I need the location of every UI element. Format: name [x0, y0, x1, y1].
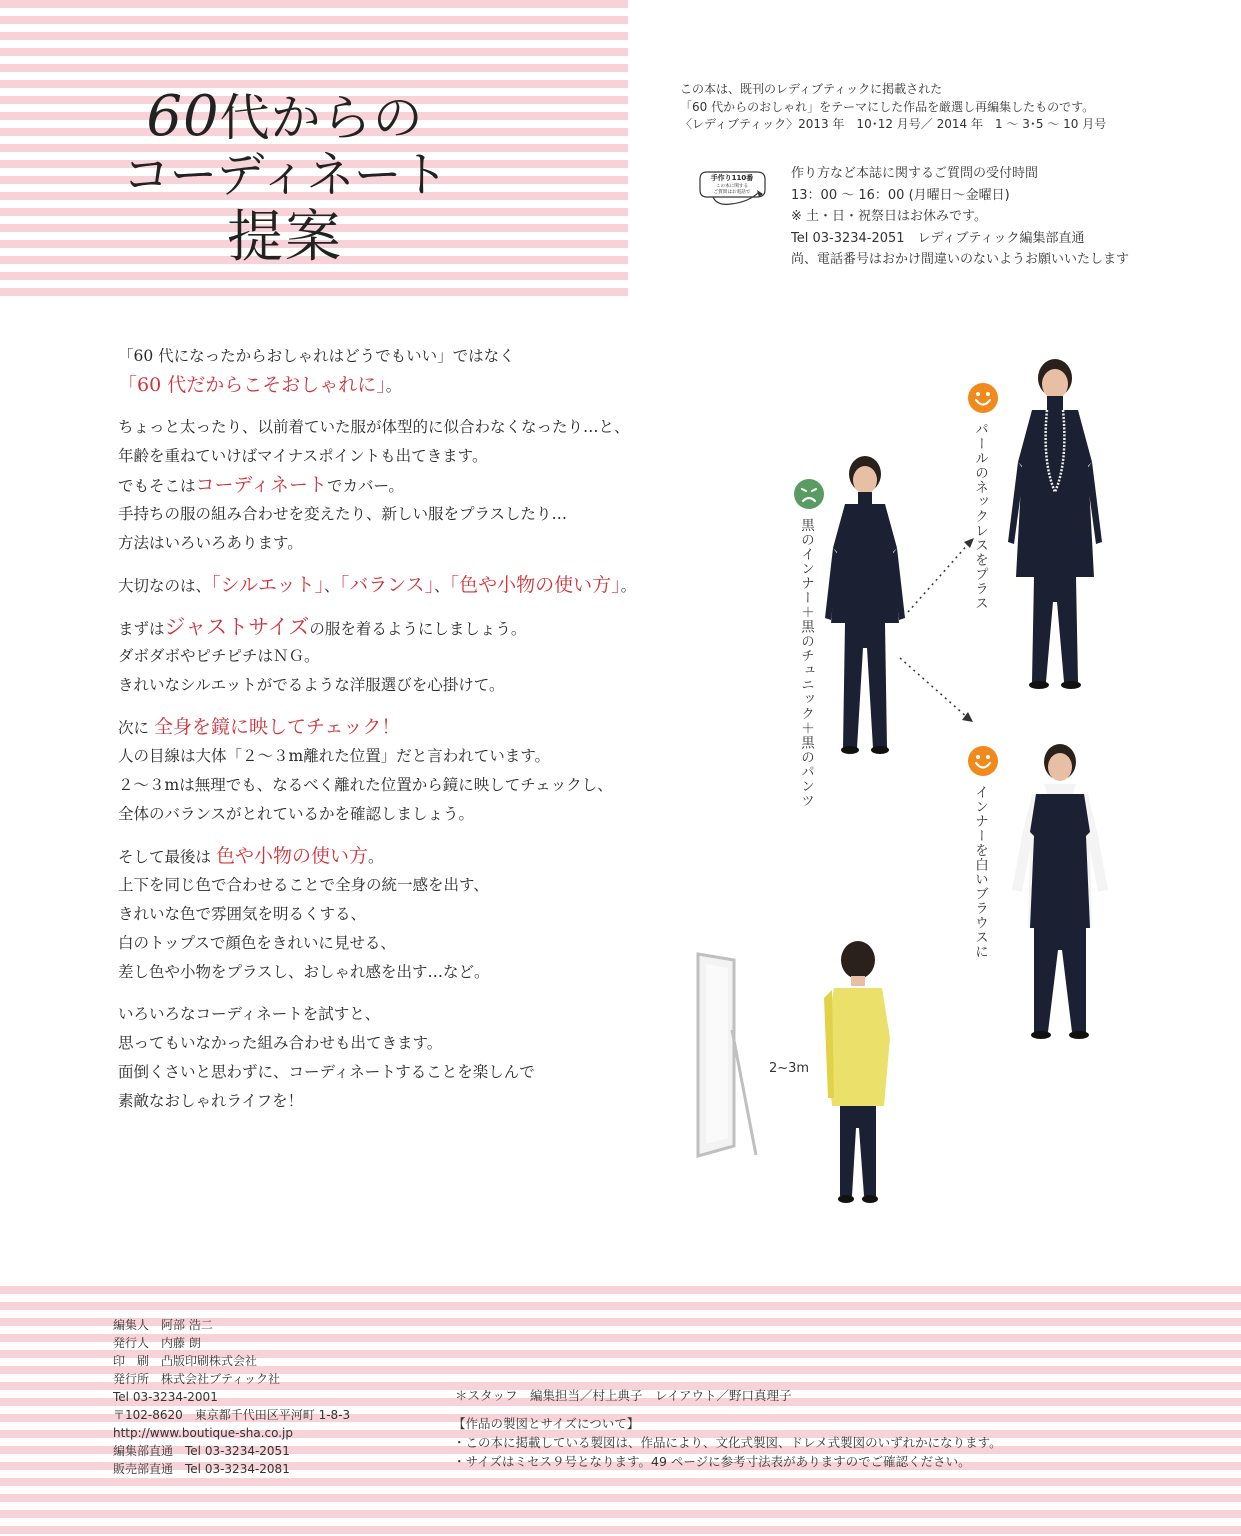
colophon-line: 〒102-8620 東京都千代田区平河町 1-8-3 — [113, 1408, 351, 1422]
body-line: ダボダボやピチピチはＮＧ。 — [118, 647, 320, 665]
intro-line: 「60 代からのおしゃれ」をテーマにした作品を厳選し再編集したものです。 — [680, 99, 1095, 114]
notes-item: ・この本に掲載している製図は、作品により、文化式製図、ドレメ式製図のいずれかになります。 — [453, 1435, 1002, 1450]
colophon-line: 発行所 株式会社ブティック社 — [113, 1372, 281, 1386]
colophon-line: 販売部直通 Tel 03-3234-2081 — [113, 1462, 290, 1476]
emphasis-text: 色や小物の使い方 — [215, 845, 368, 867]
emphasis-text: ジャストサイズ — [164, 615, 310, 639]
inquiry-line: 作り方など本誌に関するご質問の受付時間 — [791, 166, 1039, 181]
frown-face-icon — [793, 478, 825, 510]
body-line: きれいなシルエットがでるような洋服選びを心掛けて。 — [118, 676, 505, 694]
body-text-fragment: 、 — [434, 577, 450, 595]
inquiry-line: 尚、電話番号はおかけ間違いのないようお願いいたします — [791, 252, 1130, 267]
body-line: 差し色や小物をプラスし、おしゃれ感を出す…など。 — [118, 963, 490, 981]
body-text-fragment: そして最後は — [118, 848, 216, 866]
body-text-fragment: の服を着るようにしましょう。 — [309, 620, 527, 638]
body-text-fragment: 次に — [118, 719, 154, 737]
phone-badge-icon — [697, 166, 779, 208]
intro-line: 〈レディブティック〉2013 年 10･12 月号／ 2014 年 1 ～ 3･5 ～ 10 月号 — [680, 117, 1107, 131]
colophon-line: 編集部直通 Tel 03-3234-2051 — [113, 1444, 290, 1458]
body-text-fragment: 。 — [367, 848, 384, 866]
body-line: 「60 代になったからおしゃれはどうでもいい」ではなく — [118, 347, 515, 365]
inquiry-line: 13：00 ～ 16：00 (月曜日～金曜日) — [791, 187, 1010, 203]
colophon-line: 発行人 内藤 朗 — [113, 1336, 201, 1350]
body-line: 全体のバランスがとれているかを確認しましょう。 — [118, 805, 475, 823]
colophon — [113, 1316, 350, 1478]
smile-face-icon — [967, 745, 999, 777]
title-number: 60 — [146, 84, 220, 149]
body-text-fragment: 大切なのは、 — [118, 577, 212, 595]
mirror-image — [688, 950, 773, 1160]
body-text-fragment: 。 — [385, 377, 402, 395]
body-line: 思ってもいなかった組み合わせも出てきます。 — [118, 1034, 443, 1052]
badge-text: ご質問はお電話で — [713, 190, 751, 195]
title-line-3: 提案 — [227, 205, 343, 270]
colophon-line: Tel 03-3234-2001 — [113, 1390, 218, 1404]
body-line: 上下を同じ色で合わせることで全身の統一感を出す、 — [118, 876, 489, 894]
smile-face-icon — [967, 382, 999, 414]
emphasis-text: 「シルエット」 — [211, 574, 325, 596]
distance-label: 2~3m — [769, 1061, 810, 1076]
body-text-fragment: まずは — [118, 620, 165, 638]
body-line: 手持ちの服の組み合わせを変えたり、新しい服をプラスしたり… — [118, 505, 568, 523]
body-text — [118, 342, 758, 1116]
emphasis-text: コーディネート — [195, 474, 327, 496]
body-line: 人の目線は大体「２～３m離れた位置」だと言われています。 — [118, 747, 550, 765]
woman-at-mirror-photo — [818, 938, 898, 1213]
body-line: 年齢を重ねていけばマイナスポイントも出てきます。 — [118, 447, 488, 465]
inquiry-info — [791, 163, 1129, 271]
body-line: いろいろなコーディネートを試すと、 — [118, 1005, 381, 1023]
badge-title: 手作り110番 — [710, 174, 754, 182]
dotted-arrows — [880, 530, 980, 730]
inquiry-line: ※ 土・日・祝祭日はお休みです。 — [791, 209, 987, 224]
caption-pearl-necklace: パールのネックレスをプラス — [972, 422, 988, 611]
emphasis-text: 「バランス」 — [339, 574, 435, 596]
body-line: きれいな色で雰囲気を明るくする、 — [118, 905, 367, 923]
notes-heading: 【作品の製図とサイズについて】 — [453, 1416, 640, 1431]
body-text-fragment: 。 — [620, 577, 637, 595]
model-photo-pearl-necklace — [1000, 352, 1110, 694]
title-line-1: 代からの — [219, 89, 424, 147]
intro-line: この本は、既刊のレディブティックに掲載された — [680, 82, 943, 96]
body-line: ２～３mは無理でも、なるべく離れた位置から鏡に映してチェックし、 — [118, 776, 613, 794]
body-text-fragment: 、 — [324, 577, 340, 595]
colophon-line: http://www.boutique-sha.co.jp — [113, 1426, 293, 1440]
caption-all-black: 黒のインナー＋黒のチュニック＋黒のパンツ — [798, 518, 814, 808]
emphasis-text: 「色や小物の使い方」 — [449, 574, 621, 596]
title-line-2: コーディネート — [122, 147, 448, 203]
page-title — [105, 84, 465, 273]
model-photo-white-blouse — [1000, 740, 1120, 1045]
emphasis-text: 全身を鏡に映してチェック！ — [153, 716, 401, 738]
caption-white-blouse: インナーを白いブラウスに — [972, 785, 988, 959]
emphasis-text: 「60 代だからこそおしゃれに」 — [118, 374, 386, 396]
badge-text: この本に関する — [715, 184, 749, 189]
body-text-fragment: でカバー。 — [327, 477, 404, 495]
inquiry-line: Tel 03-3234-2051 レディブティック編集部直通 — [791, 230, 1085, 246]
body-line: 方法はいろいろあります。 — [118, 534, 303, 552]
staff-credits: ＊スタッフ 編集担当／村上典子 レイアウト／野口真理子 — [455, 1388, 792, 1403]
intro-note — [680, 81, 1106, 134]
body-line: ちょっと太ったり、以前着ていた服が体型的に似合わなくなったり…と、 — [118, 418, 630, 436]
size-notes — [453, 1414, 1002, 1471]
body-line: 面倒くさいと思わずに、コーディネートすることを楽しんで — [118, 1063, 535, 1081]
colophon-line: 編集人 阿部 浩二 — [113, 1318, 213, 1332]
colophon-line: 印 刷 凸版印刷株式会社 — [113, 1354, 258, 1368]
body-line: 素敵なおしゃれライフを！ — [118, 1092, 304, 1110]
body-text-fragment: でもそこは — [118, 477, 196, 495]
body-line: 白のトップスで顔色をきれいに見せる、 — [118, 934, 396, 952]
notes-item: ・サイズはミセス９号となります。49 ページに参考寸法表がありますのでご確認ください。 — [453, 1454, 971, 1469]
